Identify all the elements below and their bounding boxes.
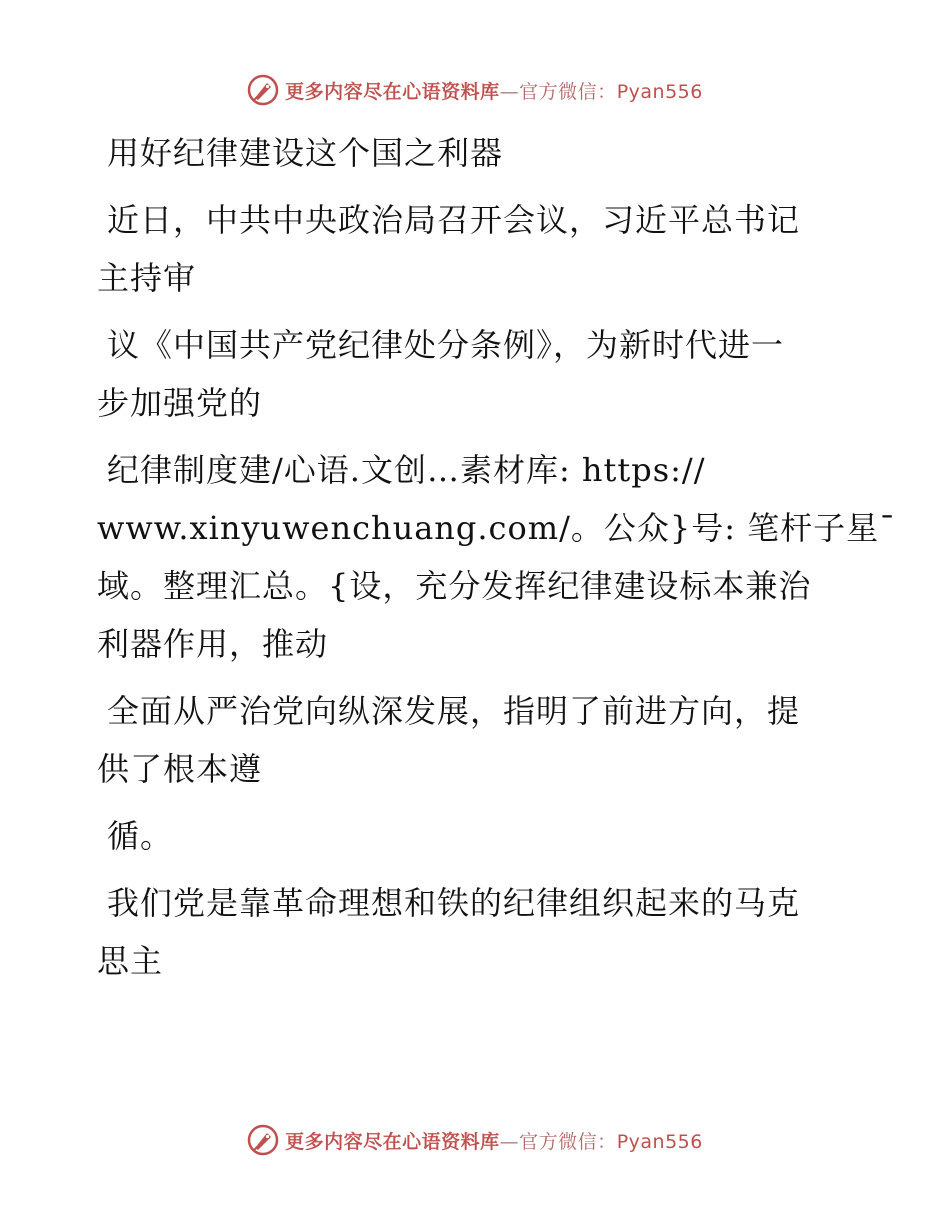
banner-site-name: 更多内容尽在心语资料库 [285,80,500,103]
doc-line: www.xinyuwenchuang.com/。公众}号: 笔杆子星¯ [97,509,897,547]
doc-line: 用好纪律建设这个国之利器 [107,134,504,172]
doc-line: 步加强党的 [97,384,263,422]
doc-line: 域。整理汇总。{设，充分发挥纪律建设标本兼治 [97,567,812,605]
document-body [97,124,897,990]
footer-banner [0,1120,950,1160]
header-banner [0,70,950,110]
pen-nib-logo-icon [247,1124,279,1156]
doc-line: 我们党是靠革命理想和铁的纪律组织起来的马克 [107,884,801,922]
doc-line: 思主 [97,942,164,980]
pen-nib-logo-icon [247,74,279,106]
doc-line: 近日，中共中央政治局召开会议，习近平总书记 [107,201,801,239]
banner-text [285,1127,703,1154]
doc-line: 利器作用，推动 [97,625,329,663]
banner-wechat-id: Pyan556 [616,1130,703,1153]
doc-line: 主持审 [97,259,197,297]
banner-separator: — [499,1130,520,1153]
banner-text [285,77,703,104]
banner-wechat-label: 官方微信： [519,80,617,103]
banner-separator: — [499,80,520,103]
doc-line: 循。 [107,817,174,855]
doc-line: 全面从严治党向纵深发展，指明了前进方向，提 [107,692,801,730]
doc-line: 供了根本遵 [97,750,263,788]
doc-line: 纪律制度建/心语.文创…素材库: https:// [107,451,706,489]
banner-site-name: 更多内容尽在心语资料库 [285,1130,500,1153]
doc-line: 议《中国共产党纪律处分条例》，为新时代进一 [107,326,785,364]
banner-wechat-label: 官方微信： [519,1130,617,1153]
banner-wechat-id: Pyan556 [616,80,703,103]
